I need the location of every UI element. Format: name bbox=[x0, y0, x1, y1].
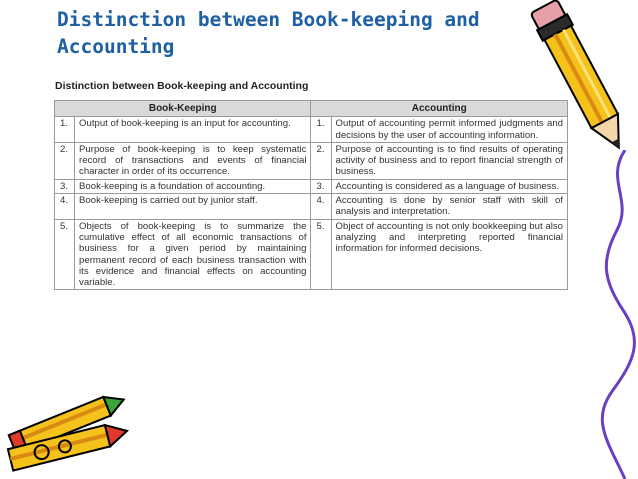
table-row bbox=[55, 219, 568, 290]
table-row bbox=[55, 142, 568, 179]
book-keeping-cell: Purpose of book-keeping is to keep systematic record of transactions and events of financial character in order of its occurrence. bbox=[75, 142, 311, 179]
accounting-cell: Output of accounting permit informed judgments and decisions by the user of accounting information. bbox=[331, 117, 567, 143]
book-keeping-cell: Output of book-keeping is an input for accounting. bbox=[75, 117, 311, 143]
row-number: 1. bbox=[55, 117, 75, 143]
slide-title: Distinction between Book-keeping and Accounting bbox=[57, 8, 480, 58]
crayons-icon bbox=[0, 382, 140, 479]
squiggle-line bbox=[595, 150, 638, 479]
row-number: 4. bbox=[311, 194, 331, 220]
row-number: 2. bbox=[311, 142, 331, 179]
accounting-cell: Purpose of accounting is to find results of operating activity of business and to report financial strength of business. bbox=[331, 142, 567, 179]
accounting-cell: Object of accounting is not only bookkeeping but also analyzing and interpreting reported financial information for informed decisions. bbox=[331, 219, 567, 290]
book-keeping-cell: Objects of book-keeping is to summarize the cumulative effect of all economic transactions of business for a given period by maintaining permanent record of each business transaction with its evidence and financial effects on accounting variable. bbox=[75, 219, 311, 290]
row-number: 2. bbox=[55, 142, 75, 179]
table-row bbox=[55, 117, 568, 143]
accounting-cell: Accounting is done by senior staff with skill of analysis and interpretation. bbox=[331, 194, 567, 220]
table-row bbox=[55, 179, 568, 193]
book-keeping-cell: Book-keeping is a foundation of accounting. bbox=[75, 179, 311, 193]
header-accounting: Accounting bbox=[311, 101, 568, 117]
row-number: 5. bbox=[55, 219, 75, 290]
row-number: 4. bbox=[55, 194, 75, 220]
row-number: 3. bbox=[311, 179, 331, 193]
row-number: 3. bbox=[55, 179, 75, 193]
comparison-table bbox=[54, 100, 568, 290]
accounting-cell: Accounting is considered as a language of business. bbox=[331, 179, 567, 193]
table-caption: Distinction between Book-keeping and Accounting bbox=[55, 80, 309, 92]
book-keeping-cell: Book-keeping is carried out by junior staff. bbox=[75, 194, 311, 220]
table-row bbox=[55, 194, 568, 220]
table-header-row bbox=[55, 101, 568, 117]
row-number: 5. bbox=[311, 219, 331, 290]
row-number: 1. bbox=[311, 117, 331, 143]
header-book-keeping: Book-Keeping bbox=[55, 101, 311, 117]
